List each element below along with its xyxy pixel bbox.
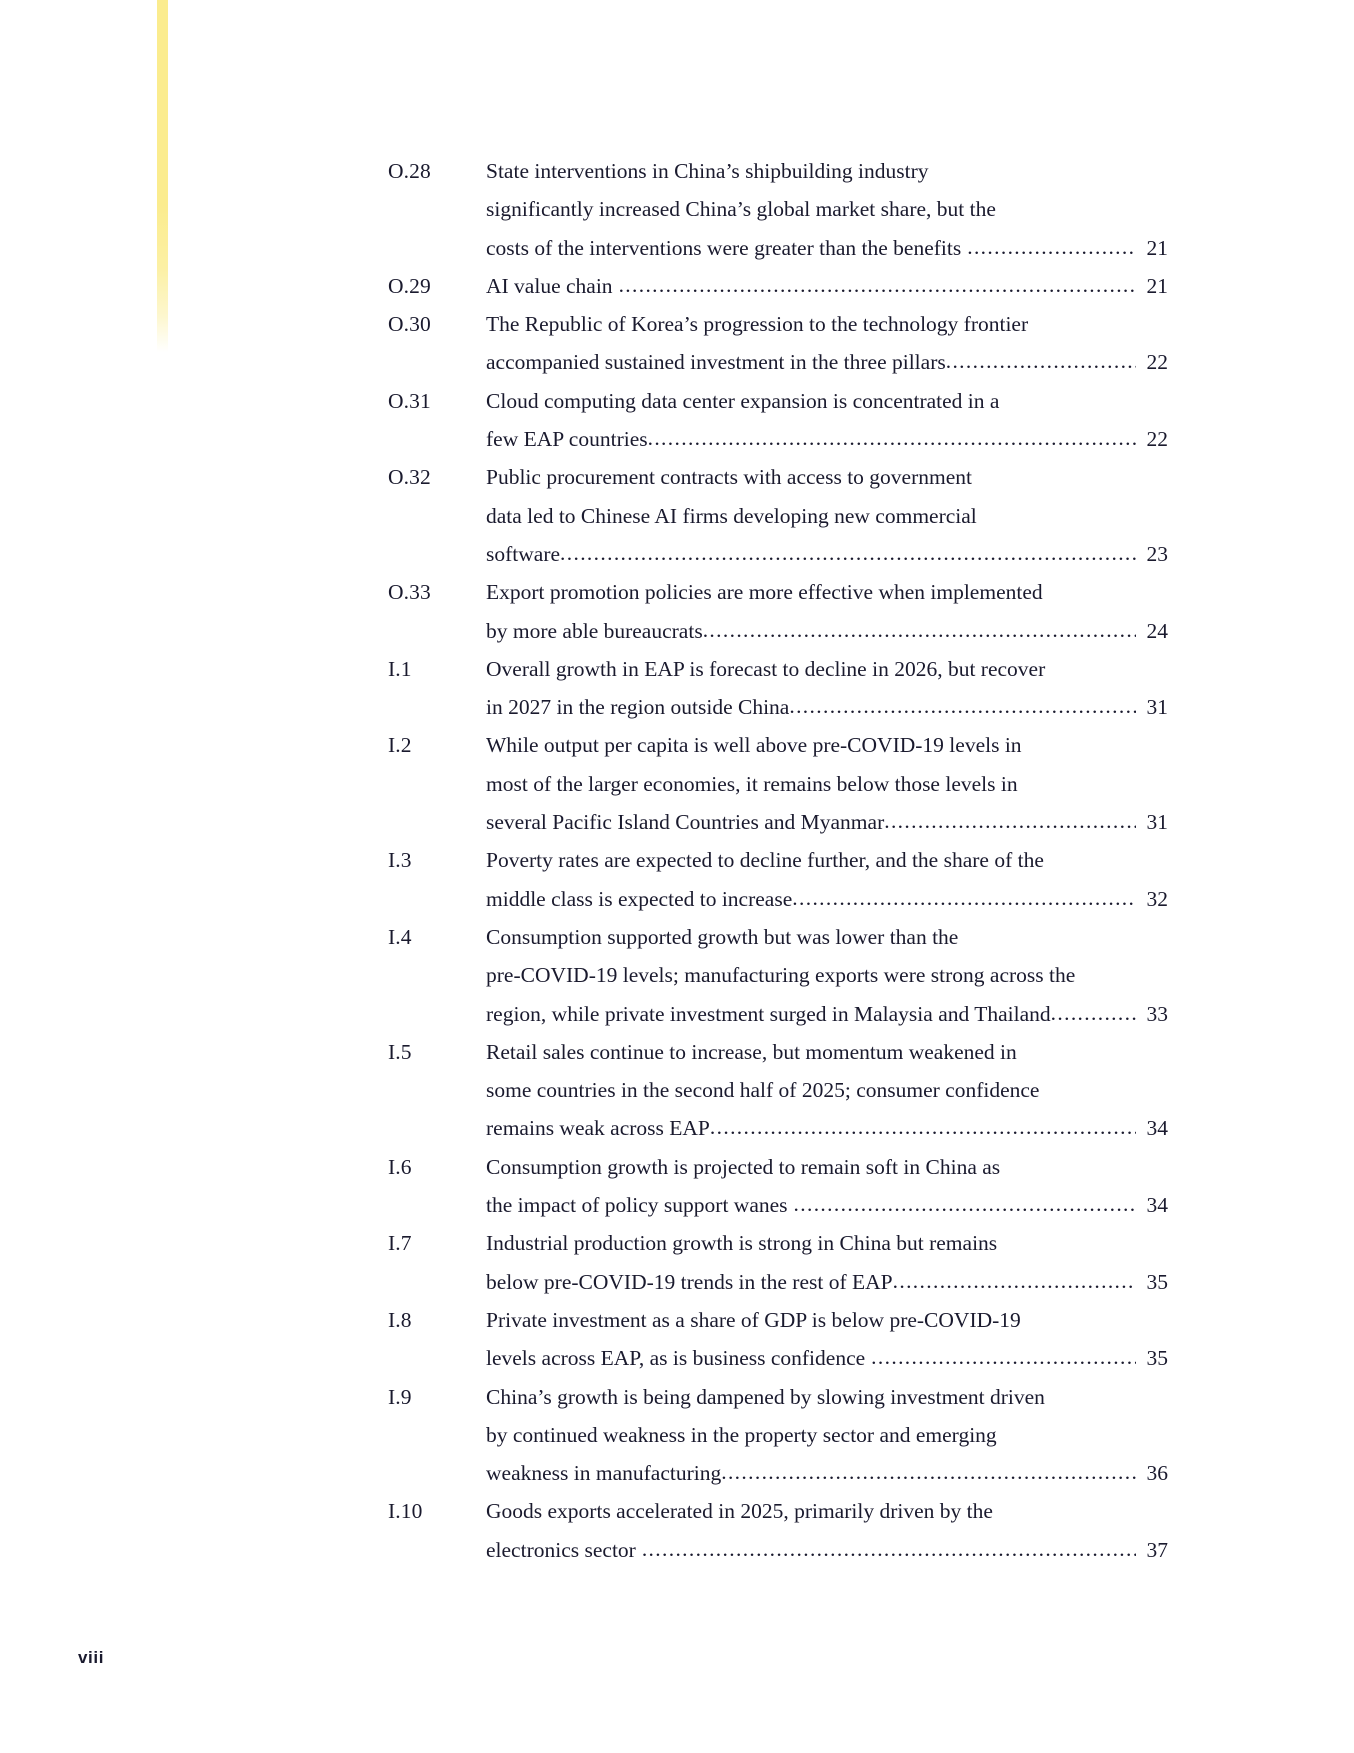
toc-entry-line [486,1301,1168,1339]
dot-leader [893,1262,1136,1300]
toc-entry-number: O.31 [388,388,431,413]
toc-entry-number: O.30 [388,312,431,337]
toc-page-number: 35 [1146,1269,1168,1294]
toc-entry-text: AI value chain [486,273,613,298]
toc-page-number: 21 [1146,235,1168,260]
toc-page-number: 34 [1146,1116,1168,1141]
toc-entry-line [486,1339,1168,1377]
toc-entry[interactable] [388,1492,1168,1569]
toc-entry-text: Public procurement contracts with access to government [486,465,972,490]
toc-entry-line [486,1378,1168,1416]
toc-entry-line [486,573,1168,611]
toc-entry-body [486,1148,1168,1225]
toc-entry[interactable] [388,458,1168,573]
toc-entry-line [486,382,1168,420]
toc-entry-text: electronics sector [486,1537,636,1562]
toc-entry-number: I.10 [388,1499,423,1524]
toc-entry-text: some countries in the second half of 2025; consumer confidence [486,1078,1040,1103]
dot-leader [1051,994,1136,1032]
toc-entry-text: Poverty rates are expected to decline further, and the share of the [486,848,1044,873]
toc-entry-body [486,726,1168,841]
toc-entry-line [486,1186,1168,1224]
toc-entry-line [486,190,1168,228]
toc-page-number: 24 [1146,618,1168,643]
toc-entry-text: Industrial production growth is strong in China but remains [486,1231,998,1256]
toc-entry[interactable] [388,573,1168,650]
dot-leader [710,1108,1136,1146]
dot-leader [946,342,1136,380]
toc-entry-line [486,803,1168,841]
toc-entry-line [486,1454,1168,1492]
toc-entry-number: I.1 [388,656,412,681]
toc-entry-text: Goods exports accelerated in 2025, primarily driven by the [486,1499,993,1524]
toc-entry-line [486,612,1168,650]
toc-entry-text: Cloud computing data center expansion is concentrated in a [486,388,1000,413]
toc-entry[interactable] [388,726,1168,841]
toc-entry[interactable] [388,1148,1168,1225]
toc-entry-line [486,1531,1168,1569]
toc-entry-number: I.6 [388,1154,412,1179]
toc-page-number: 32 [1146,886,1168,911]
dot-leader [794,1185,1136,1223]
toc-entry[interactable] [388,1301,1168,1378]
toc-entry-body [486,382,1168,459]
toc-entry-text: While output per capita is well above pre-COVID-19 levels in [486,733,1022,758]
toc-entry-text: weakness in manufacturing [486,1461,722,1486]
toc-entry-text: levels across EAP, as is business confidence [486,1346,866,1371]
dot-leader [648,419,1136,457]
toc-entry[interactable] [388,305,1168,382]
toc-entry-line [486,343,1168,381]
toc-entry-number: O.32 [388,465,431,490]
dot-leader [792,879,1136,917]
toc-entry-body [486,152,1168,267]
toc-entry-text: in 2027 in the region outside China [486,695,790,720]
toc-page-number: 22 [1146,427,1168,452]
toc-entry-line [486,497,1168,535]
toc-entry-number: I.7 [388,1231,412,1256]
toc-entry[interactable] [388,841,1168,918]
dot-leader [703,611,1136,649]
toc-entry-number: I.4 [388,924,412,949]
toc-entry-body [486,1301,1168,1378]
toc-entry-text: China’s growth is being dampened by slowing investment driven [486,1384,1045,1409]
toc-entry-line [486,841,1168,879]
toc-entry-line [486,765,1168,803]
toc-entry-line [486,267,1168,305]
toc-entry-text: Retail sales continue to increase, but momentum weakened in [486,1039,1017,1064]
toc-entry-body [486,458,1168,573]
toc-entry-number: I.3 [388,848,412,873]
toc-entry-text: Consumption supported growth but was lower than the [486,924,959,949]
toc-entry-text: pre-COVID-19 levels; manufacturing exports were strong across the [486,963,1076,988]
toc-entry-line [486,305,1168,343]
table-of-contents-list [388,152,1168,1569]
toc-entry-line [486,688,1168,726]
toc-entry-text: The Republic of Korea’s progression to the technology frontier [486,312,1029,337]
toc-page-number: 21 [1146,273,1168,298]
toc-entry-body [486,573,1168,650]
toc-entry-line [486,1148,1168,1186]
toc-entry-body [486,1224,1168,1301]
toc-entry-text: software [486,541,561,566]
toc-entry-line [486,726,1168,764]
toc-entry-line [486,880,1168,918]
toc-page-number: 35 [1146,1346,1168,1371]
toc-entry-text: region, while private investment surged in Malaysia and Thailand [486,1001,1051,1026]
toc-entry-line [486,995,1168,1033]
toc-page-number: 31 [1146,695,1168,720]
dot-leader [642,1530,1136,1568]
toc-entry-line [486,956,1168,994]
dot-leader [721,1453,1136,1491]
toc-entry[interactable] [388,1378,1168,1493]
toc-entry-number: I.2 [388,733,412,758]
toc-entry-text: below pre-COVID-19 trends in the rest of EAP [486,1269,893,1294]
toc-page-number: 22 [1146,350,1168,375]
toc-entry-text: Overall growth in EAP is forecast to decline in 2026, but recover [486,656,1046,681]
decorative-accent-bar [157,0,168,352]
toc-entry-line [486,1263,1168,1301]
dot-leader [967,228,1136,266]
dot-leader [871,1338,1136,1376]
toc-page-number: 31 [1146,810,1168,835]
toc-entry[interactable] [388,152,1168,267]
dot-leader [619,266,1136,304]
toc-page-number: 37 [1146,1537,1168,1562]
toc-entry-text: most of the larger economies, it remains below those levels in [486,771,1018,796]
toc-entry[interactable] [388,267,1168,305]
toc-entry-line [486,1492,1168,1530]
toc-entry-text: the impact of policy support wanes [486,1193,788,1218]
toc-entry-number: O.29 [388,273,431,298]
toc-entry-line [486,152,1168,190]
toc-entry-body [486,305,1168,382]
toc-entry-number: I.8 [388,1307,412,1332]
toc-entry-number: I.9 [388,1384,412,1409]
toc-entry-text: several Pacific Island Countries and Myanmar [486,810,885,835]
toc-entry-line [486,535,1168,573]
toc-entry-body [486,1033,1168,1148]
toc-entry-text: few EAP countries [486,427,648,452]
dot-leader [789,687,1136,725]
page-folio: viii [78,1648,105,1667]
toc-entry-text: costs of the interventions were greater than the benefits [486,235,962,260]
toc-entry-body [486,918,1168,1033]
dot-leader [884,802,1136,840]
toc-entry-line [486,1416,1168,1454]
toc-entry-text: by continued weakness in the property sector and emerging [486,1422,997,1447]
toc-entry-text: middle class is expected to increase [486,886,793,911]
toc-entry-line [486,918,1168,956]
toc-entry-body [486,841,1168,918]
toc-entry[interactable] [388,650,1168,727]
toc-page-number: 23 [1146,541,1168,566]
toc-page-number: 34 [1146,1193,1168,1218]
toc-entry-text: remains weak across EAP [486,1116,710,1141]
toc-entry-line [486,229,1168,267]
toc-entry-line [486,420,1168,458]
toc-entry-text: State interventions in China’s shipbuilding industry [486,159,929,183]
toc-entry-text: by more able bureaucrats [486,618,703,643]
toc-entry-line [486,458,1168,496]
toc-entry-text: accompanied sustained investment in the three pillars [486,350,946,375]
toc-entry-number: O.28 [388,159,431,183]
toc-entry-body [486,650,1168,727]
toc-entry[interactable] [388,1033,1168,1148]
toc-entry[interactable] [388,382,1168,459]
toc-entry[interactable] [388,1224,1168,1301]
toc-entry-body [486,1378,1168,1493]
toc-entry-text: Export promotion policies are more effective when implemented [486,580,1043,605]
toc-entry-line [486,1033,1168,1071]
toc-entry[interactable] [388,918,1168,1033]
toc-entry-text: significantly increased China’s global market share, but the [486,197,996,222]
toc-page-number: 33 [1146,1001,1168,1026]
toc-entry-line [486,1071,1168,1109]
toc-page-number: 36 [1146,1461,1168,1486]
dot-leader [560,534,1136,572]
toc-entry-line [486,650,1168,688]
toc-entry-body [486,267,1168,305]
toc-entry-line [486,1224,1168,1262]
toc-entry-number: O.33 [388,580,431,605]
toc-entry-number: I.5 [388,1039,412,1064]
toc-entry-text: data led to Chinese AI firms developing new commercial [486,503,977,528]
toc-entry-text: Consumption growth is projected to remain soft in China as [486,1154,1001,1179]
toc-entry-body [486,1492,1168,1569]
toc-entry-text: Private investment as a share of GDP is below pre-COVID-19 [486,1307,1021,1332]
toc-entry-line [486,1109,1168,1147]
